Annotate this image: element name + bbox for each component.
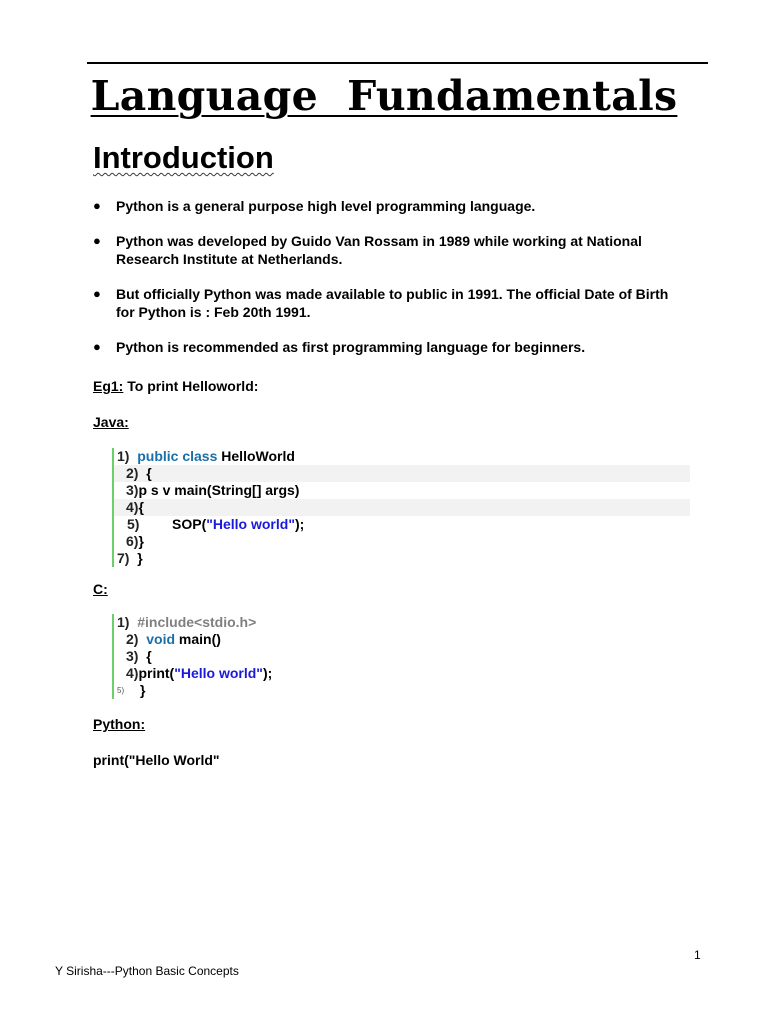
- c-code-block: [112, 614, 690, 699]
- code-text: HelloWorld: [217, 448, 295, 464]
- line-number: 1): [117, 614, 130, 630]
- c-label: C:: [93, 581, 108, 597]
- top-rule: [87, 62, 708, 64]
- code-line: [114, 648, 690, 665]
- line-number: 2): [126, 465, 139, 481]
- code-line: [114, 631, 690, 648]
- example-1-line: [93, 377, 258, 395]
- code-text: main(): [175, 631, 221, 647]
- bullet-dot-icon: ●: [93, 198, 101, 213]
- code-text: print(: [138, 665, 175, 681]
- code-line: [114, 665, 690, 682]
- code-text: );: [294, 516, 305, 532]
- code-keyword: void: [146, 631, 176, 647]
- code-line: [114, 614, 690, 631]
- code-line: [114, 448, 690, 465]
- line-number: 2): [126, 631, 139, 647]
- bullet-dot-icon: ●: [93, 339, 101, 354]
- code-line: [114, 516, 690, 533]
- line-number: 4): [126, 499, 139, 515]
- bullet-item: [93, 197, 683, 215]
- code-text: {: [146, 465, 152, 481]
- code-line: [114, 550, 690, 567]
- code-line: [114, 482, 690, 499]
- code-directive: #include<stdio.h>: [137, 614, 257, 630]
- code-text: p s v main(String[] args): [138, 482, 300, 498]
- code-text: {: [146, 648, 152, 664]
- document-title: Language Fundamentals: [90, 72, 678, 120]
- page-number: 1: [694, 948, 701, 962]
- line-number: 3): [126, 482, 139, 498]
- line-number: 1): [117, 448, 130, 464]
- example-1-label: Eg1:: [93, 378, 124, 394]
- code-text: }: [138, 533, 144, 549]
- bullet-dot-icon: ●: [93, 286, 101, 301]
- java-code-block: [112, 448, 690, 567]
- bullet-item: [93, 285, 683, 321]
- code-line: [114, 465, 690, 482]
- code-text: SOP(: [172, 516, 207, 532]
- code-text: {: [138, 499, 144, 515]
- page-footer: Y Sirisha---Python Basic Concepts: [55, 964, 239, 978]
- example-1-text: To print Helloworld:: [123, 378, 259, 394]
- bullet-text: But officially Python was made available to public in 1991. The official Date of Birth for Python is : Feb 20th 1991.: [116, 286, 669, 320]
- bullet-item: [93, 338, 683, 356]
- code-line: [114, 682, 690, 699]
- code-line: [114, 499, 690, 516]
- line-number: 5): [127, 516, 140, 532]
- line-number: 5): [117, 686, 125, 695]
- code-keyword: public class: [137, 448, 218, 464]
- bullet-text: Python is a general purpose high level programming language.: [116, 198, 536, 214]
- java-label: Java:: [93, 414, 129, 430]
- section-heading-introduction: Introduction: [93, 140, 274, 175]
- code-string: "Hello world": [206, 516, 295, 532]
- bullet-text: Python is recommended as first programming language for beginners.: [116, 339, 586, 355]
- intro-bullet-list: [93, 197, 683, 373]
- python-code: print("Hello World": [93, 752, 220, 768]
- line-number: 4): [126, 665, 139, 681]
- bullet-item: [93, 232, 683, 268]
- code-string: "Hello world": [174, 665, 263, 681]
- bullet-text: Python was developed by Guido Van Rossam in 1989 while working at National Research Institute at Netherlands.: [116, 233, 642, 267]
- line-number: 7): [117, 550, 130, 566]
- code-line: [114, 533, 690, 550]
- bullet-dot-icon: ●: [93, 233, 101, 248]
- line-number: 6): [126, 533, 139, 549]
- code-text: );: [262, 665, 273, 681]
- line-number: 3): [126, 648, 139, 664]
- python-label: Python:: [93, 716, 146, 732]
- code-text: }: [137, 550, 143, 566]
- code-text: }: [140, 682, 146, 698]
